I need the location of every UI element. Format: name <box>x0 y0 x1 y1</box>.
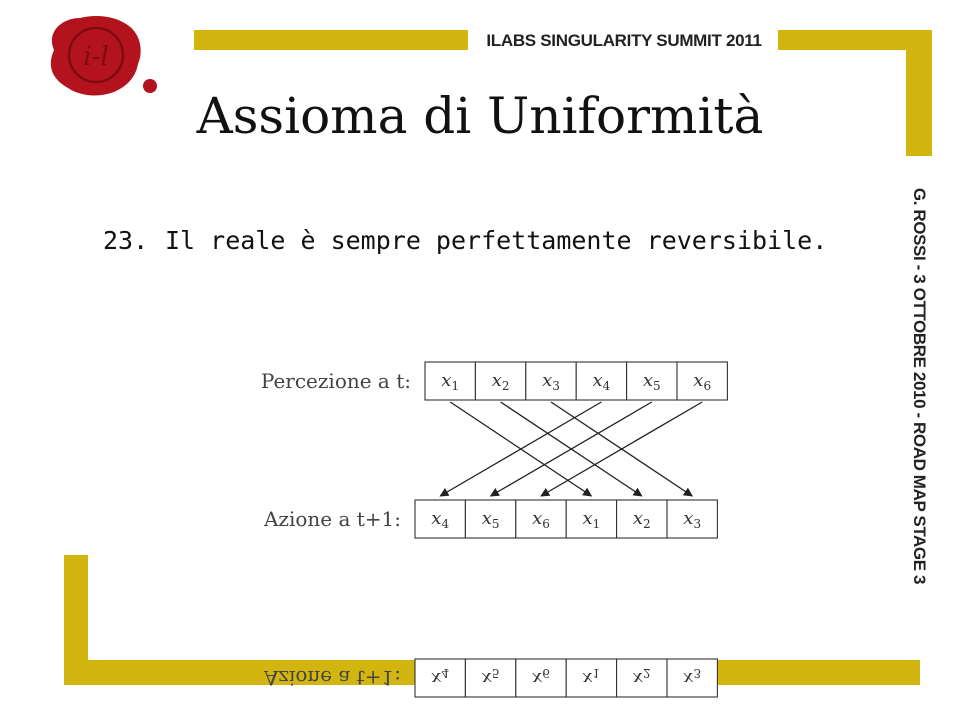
bottom-value-2: $x_5$ <box>481 508 500 531</box>
bottom-reflection-value-3: $x_6$ <box>532 666 550 689</box>
reflection-fade <box>200 592 760 640</box>
bottom-value-3: $x_6$ <box>532 508 550 531</box>
axiom-text: Il reale è sempre perfettamente reversibile. <box>165 226 828 255</box>
permutation-diagram <box>200 330 760 690</box>
bottom-row-label: Azione a t+1: <box>263 507 401 531</box>
bottom-reflection-value-1: $x_4$ <box>431 666 450 689</box>
axiom-line <box>103 226 827 255</box>
event-title: ILABS SINGULARITY SUMMIT 2011 <box>486 31 762 50</box>
axiom-number: 23. <box>103 226 149 255</box>
bottom-value-4: $x_1$ <box>582 508 601 531</box>
bottom-reflection-value-4: $x_1$ <box>582 666 601 689</box>
top-value-3: $x_3$ <box>542 370 560 393</box>
side-caption: G. ROSSI - 3 OTTOBRE 2010 - ROAD MAP STAGE 3 <box>910 187 929 585</box>
top-value-4: $x_4$ <box>592 370 611 393</box>
top-row-label: Percezione a t: <box>260 369 411 393</box>
bottom-row-label-reflection: Azione a t+1: <box>263 666 401 690</box>
top-value-6: $x_6$ <box>693 370 712 393</box>
bottom-reflection-value-6: $x_3$ <box>683 666 702 689</box>
bottom-value-1: $x_4$ <box>431 508 450 531</box>
top-value-1: $x_1$ <box>441 370 460 393</box>
bottom-reflection-value-5: $x_2$ <box>632 666 651 689</box>
accent-bar-top-left <box>194 30 468 50</box>
bottom-value-6: $x_3$ <box>683 508 702 531</box>
seal-monogram: i-l <box>83 42 109 72</box>
diagram-reflection <box>261 659 728 720</box>
top-value-5: $x_5$ <box>642 370 661 393</box>
bottom-value-5: $x_2$ <box>632 508 651 531</box>
page-title: Assioma di Uniformità <box>196 87 764 145</box>
diagram-main <box>261 362 728 538</box>
top-value-2: $x_2$ <box>491 370 510 393</box>
bottom-reflection-value-2: $x_5$ <box>481 666 500 689</box>
